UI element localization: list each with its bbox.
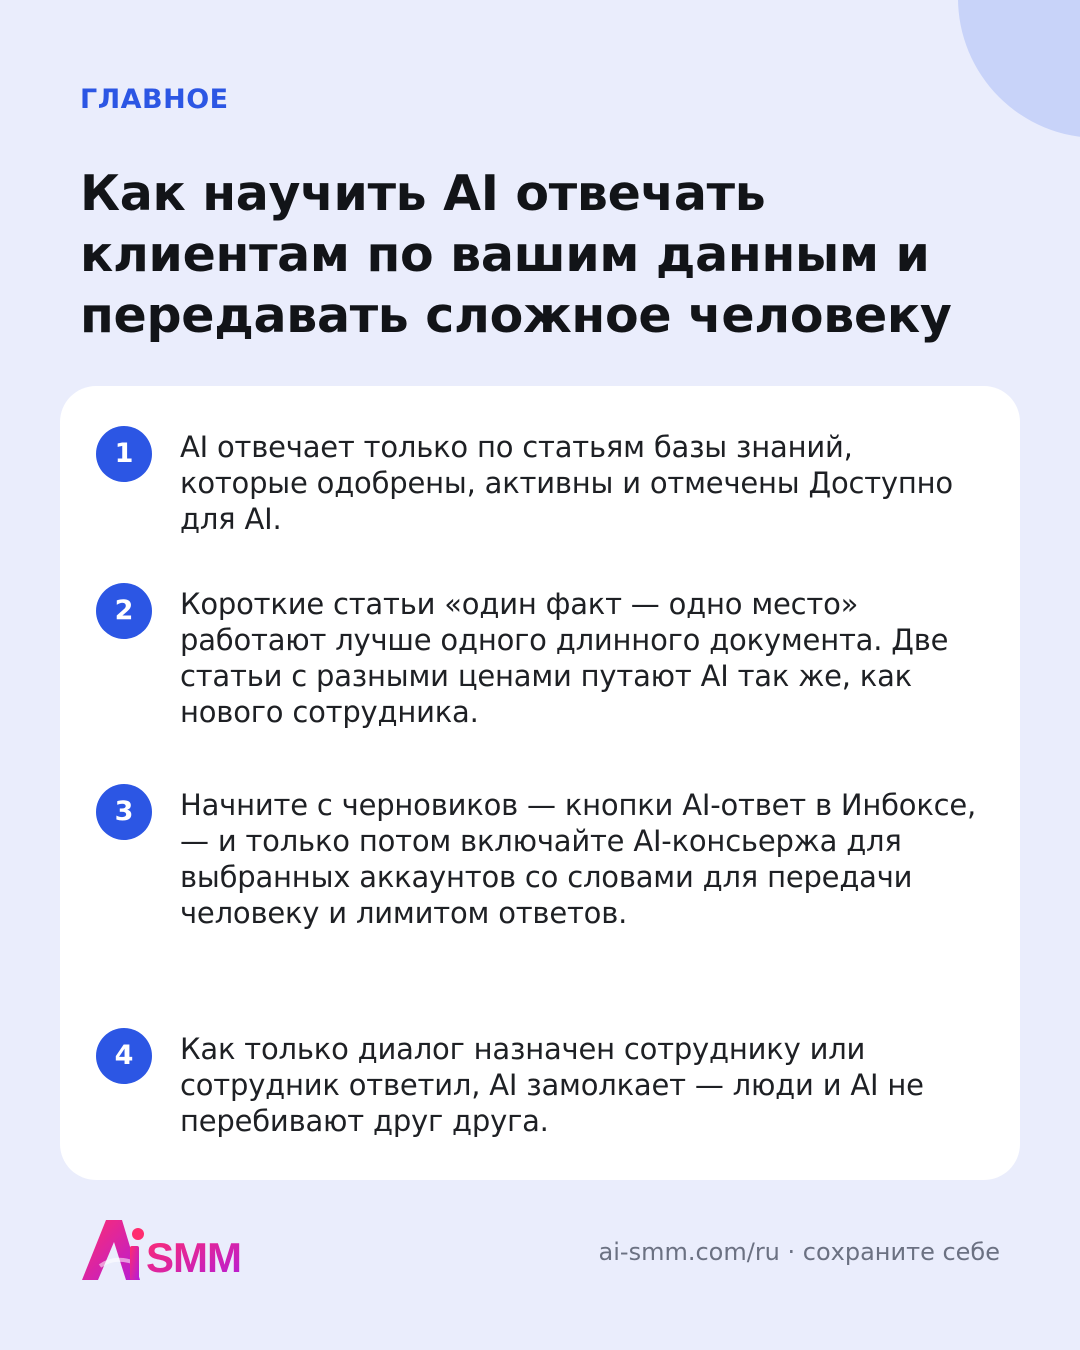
brand-logo xyxy=(80,1216,280,1284)
corner-decoration xyxy=(958,0,1080,138)
section-label: ГЛАВНОЕ xyxy=(80,84,229,115)
logo-wordmark: SMM xyxy=(146,1234,241,1281)
footer-note: ai-smm.com/ru · сохраните себе xyxy=(598,1238,1000,1266)
page-title: Как научить AI отвечать клиентам по вашим данным и передавать сложное человеку xyxy=(80,165,952,344)
list-item-text: Короткие статьи «один факт — одно место» работают лучше одного длинного документа. Две статьи с разными ценами путают AI так же, как нового сотрудника. xyxy=(180,587,949,729)
number-badge: 2 xyxy=(96,583,152,639)
number-badge: 4 xyxy=(96,1028,152,1084)
list-item-text: Как только диалог назначен сотруднику или сотрудник ответил, AI замолкает — люди и AI не перебивают друг друга. xyxy=(180,1032,924,1138)
number-badge: 1 xyxy=(96,426,152,482)
number-badge: 3 xyxy=(96,784,152,840)
key-points-card xyxy=(60,386,1020,1180)
list-item-text: Начните с черновиков — кнопки AI-ответ в Инбоксе, — и только потом включайте AI-консьержа для выбранных аккаунтов со словами для передачи человеку и лимитом ответов. xyxy=(180,788,977,930)
list-item-text: AI отвечает только по статьям базы знаний, которые одобрены, активны и отмечены Доступно для AI. xyxy=(180,430,953,536)
